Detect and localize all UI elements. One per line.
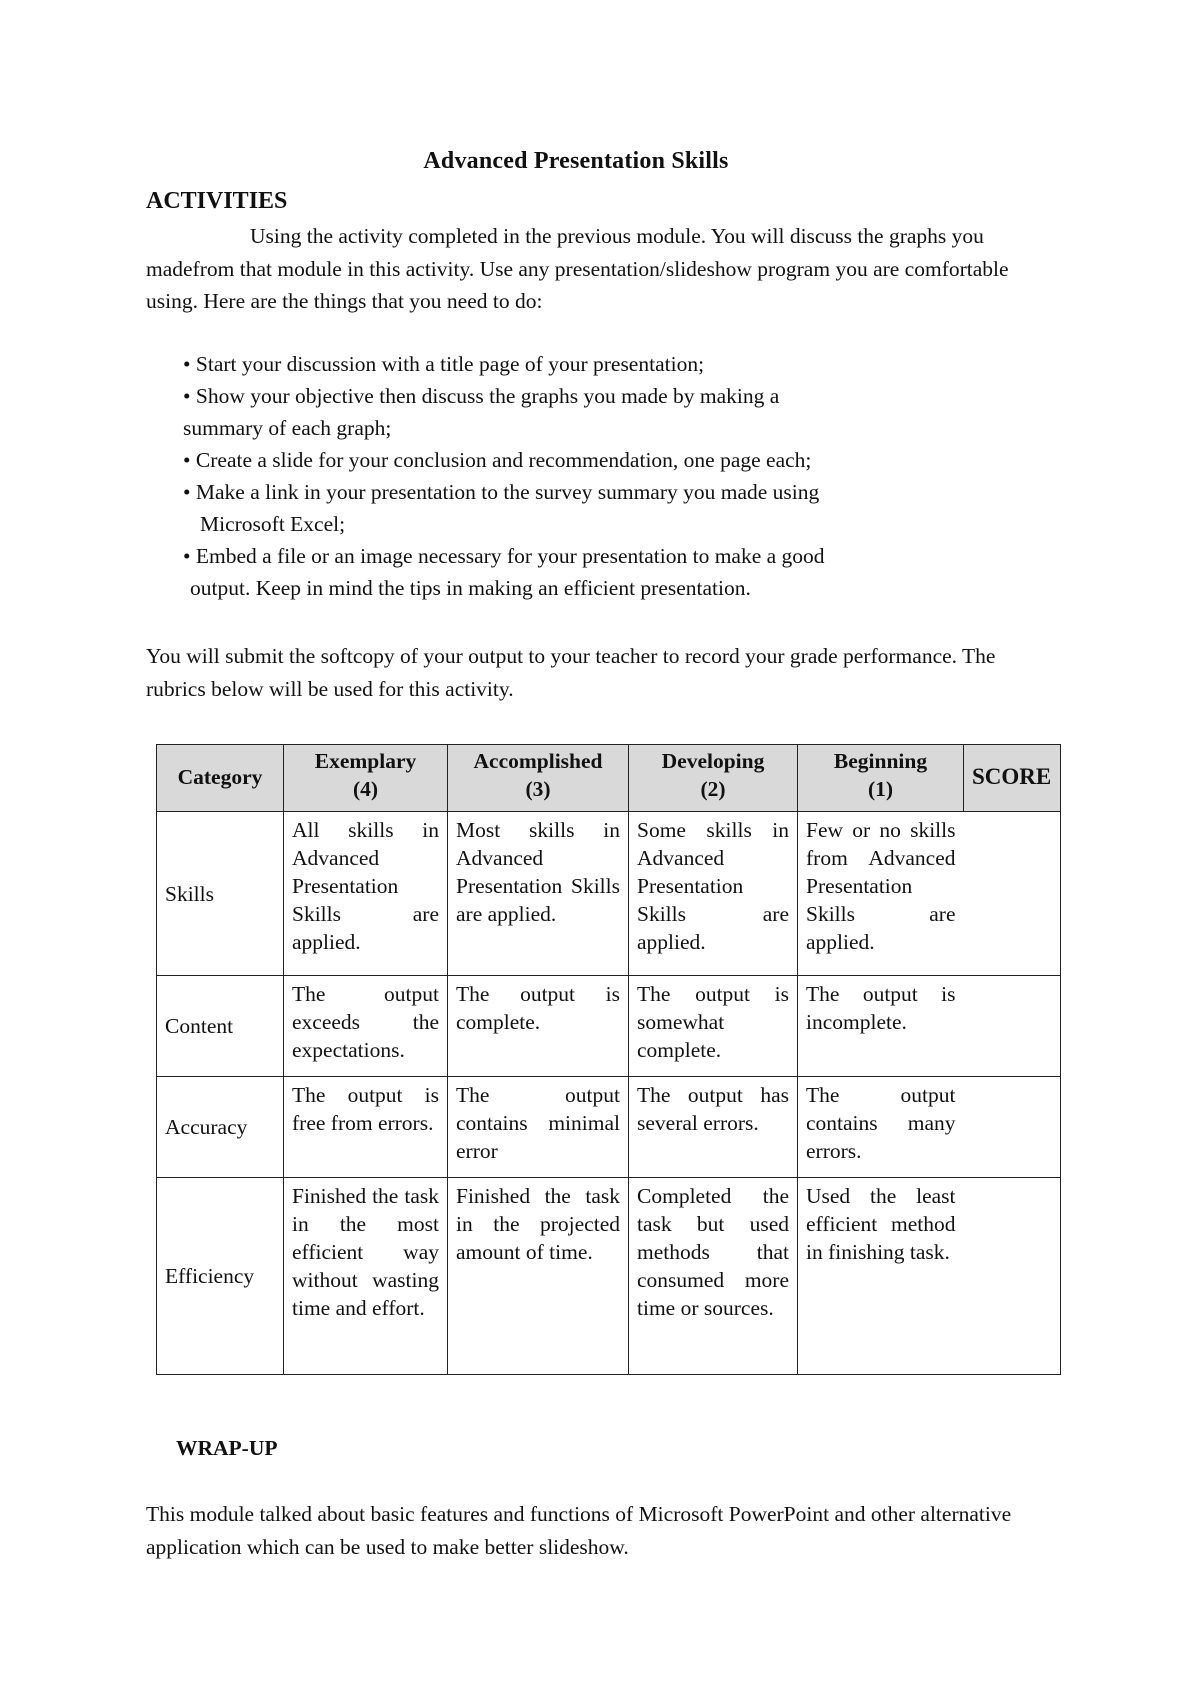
table-cell: The output contains minimal error	[448, 1077, 629, 1178]
level-name: Exemplary	[314, 749, 417, 773]
table-cell: All skills in Advanced Presentation Skills are applied.	[284, 812, 448, 976]
score-cell	[964, 812, 1061, 976]
instruction-list	[183, 348, 943, 604]
list-item-continuation: Microsoft Excel;	[200, 512, 346, 536]
level-points: (4)	[352, 777, 379, 801]
submission-paragraph: You will submit the softcopy of your output to your teacher to record your grade performance. The rubrics below will be used for this activity.	[146, 644, 996, 701]
list-item	[183, 540, 943, 604]
table-cell: The output is somewhat complete.	[629, 976, 798, 1077]
row-category: Content	[157, 976, 284, 1077]
score-cell	[964, 976, 1061, 1077]
table-cell: Used the least efficient method in finishing task.	[798, 1178, 964, 1375]
table-row	[157, 1077, 1061, 1178]
rubric-header-row	[157, 745, 1061, 812]
list-item-continuation: summary of each graph;	[183, 416, 392, 440]
row-category: Accuracy	[157, 1077, 284, 1178]
list-item-continuation: output. Keep in mind the tips in making an efficient presentation.	[190, 576, 751, 600]
level-name: Accomplished	[473, 749, 603, 773]
list-item-text: • Create a slide for your conclusion and recommendation, one page each;	[183, 448, 812, 472]
rubric-table	[156, 744, 1061, 1375]
table-cell: Completed the task but used methods that consumed more time or sources.	[629, 1178, 798, 1375]
table-cell: The output exceeds the expectations.	[284, 976, 448, 1077]
list-item	[183, 380, 943, 444]
table-cell: The output is free from errors.	[284, 1077, 448, 1178]
table-cell: The output is incomplete.	[798, 976, 964, 1077]
level-points: (1)	[867, 777, 894, 801]
table-row	[157, 1178, 1061, 1375]
list-item-text: • Show your objective then discuss the graphs you made by making a	[183, 384, 780, 408]
table-cell: The output contains many errors.	[798, 1077, 964, 1178]
header-level-accomplished	[448, 745, 629, 812]
intro-paragraph: Using the activity completed in the previous module. You will discuss the graphs you madefrom that module in this activity. Use any presentation/slideshow program you are comfortable using. Here are the things that you need to do:	[146, 224, 1009, 313]
table-cell: The output is complete.	[448, 976, 629, 1077]
table-cell: Finished the task in the projected amount of time.	[448, 1178, 629, 1375]
activities-heading: ACTIVITIES	[146, 188, 288, 214]
list-item-text: • Start your discussion with a title page of your presentation;	[183, 352, 705, 376]
table-cell: The output has several errors.	[629, 1077, 798, 1178]
table-cell: Most skills in Advanced Presentation Skills are applied.	[448, 812, 629, 976]
level-name: Beginning	[833, 749, 928, 773]
header-score: SCORE	[964, 745, 1061, 812]
header-category: Category	[157, 745, 284, 812]
list-item-text: • Embed a file or an image necessary for your presentation to make a good	[183, 544, 825, 568]
table-cell: Few or no skills from Advanced Presentation Skills are applied.	[798, 812, 964, 976]
header-level-developing	[629, 745, 798, 812]
score-cell	[964, 1178, 1061, 1375]
header-level-exemplary	[284, 745, 448, 812]
table-cell: Some skills in Advanced Presentation Skills are applied.	[629, 812, 798, 976]
level-name: Developing	[661, 749, 765, 773]
list-item-text: • Make a link in your presentation to the survey summary you made using	[183, 480, 820, 504]
table-cell: Finished the task in the most efficient way without wasting time and effort.	[284, 1178, 448, 1375]
score-cell	[964, 1077, 1061, 1178]
wrapup-heading: WRAP-UP	[176, 1436, 278, 1460]
wrapup-paragraph: This module talked about basic features and functions of Microsoft PowerPoint and other alternative application which can be used to make better slideshow.	[146, 1502, 1012, 1559]
list-item	[183, 348, 943, 380]
list-item	[183, 444, 943, 476]
level-points: (3)	[525, 777, 551, 801]
table-row	[157, 976, 1061, 1077]
table-row	[157, 812, 1061, 976]
page-title: Advanced Presentation Skills	[423, 148, 729, 174]
row-category: Skills	[157, 812, 284, 976]
row-category: Efficiency	[157, 1178, 284, 1375]
level-points: (2)	[700, 777, 726, 801]
list-item	[183, 476, 943, 540]
header-level-beginning	[798, 745, 964, 812]
